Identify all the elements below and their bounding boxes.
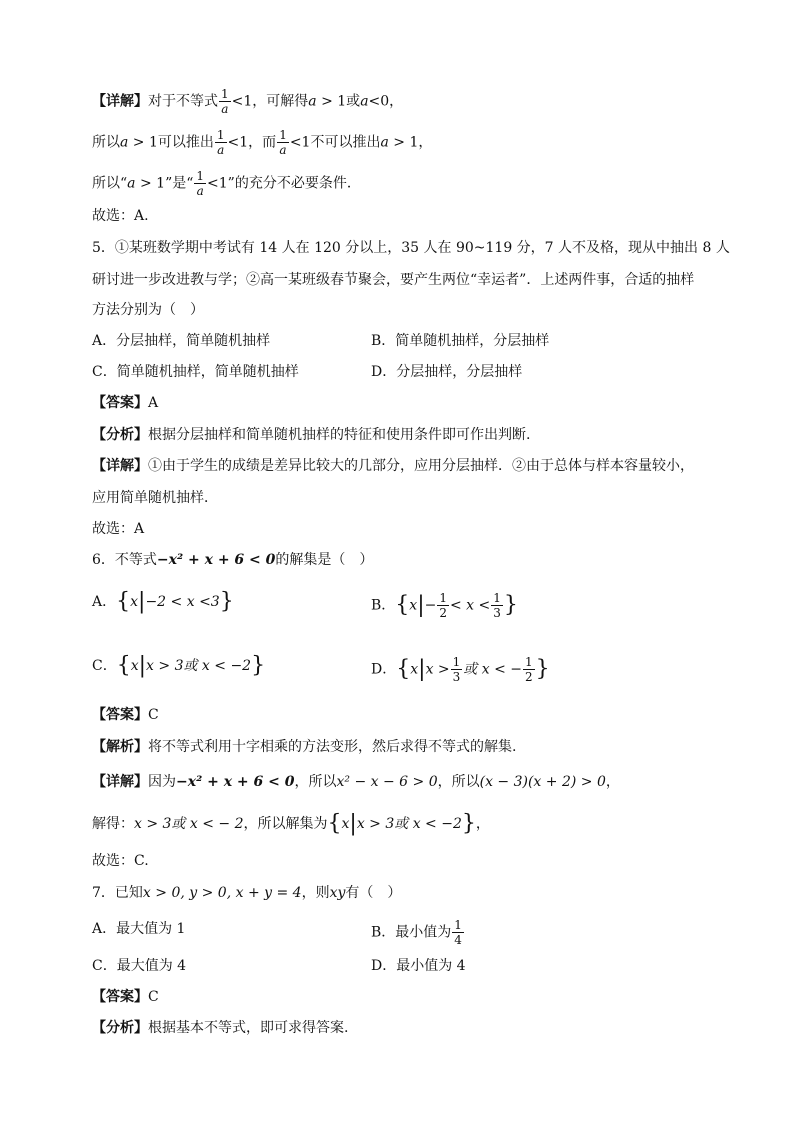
q6-answer: 【答案】C [92, 707, 159, 723]
q5-option-c: C．简单随机抽样，简单随机抽样 [92, 364, 299, 380]
fraction: $\frac{1}{a}$ [216, 128, 225, 157]
q6-analysis: 【解析】将不等式利用十字相乘的方法变形，然后求得不等式的解集. [92, 739, 517, 755]
q5-choose: 故选：A [92, 521, 145, 537]
q7-stem: 7．已知x > 0, y > 0, x + y = 4，则xy有（ ） [92, 885, 402, 901]
q5-option-b: B．简单随机抽样，分层抽样 [371, 333, 550, 349]
q6-choose: 故选：C. [92, 853, 149, 869]
q5-answer: 【答案】A [92, 395, 159, 411]
q5-stem-line-1: 5．①某班数学期中考试有 14 人在 120 分以上，35 人在 90~119 分，7 人不及格，现从中抽出 8 人 [92, 240, 730, 256]
q5-stem-line-3: 方法分别为（ ） [92, 302, 204, 318]
fraction: $\frac{1}{a}$ [196, 169, 205, 198]
q7-answer: 【答案】C [92, 989, 159, 1005]
q5-detail-2: 应用简单随机抽样． [92, 490, 218, 506]
q5-stem-line-2: 研讨进一步改进教与学；②高一某班级春节聚会，要产生两位“幸运者”．上述两件事，合适的抽样 [92, 272, 695, 288]
q7-analysis: 【分析】根据基本不等式，即可求得答案. [92, 1020, 349, 1036]
detail-line-1: 【详解】对于不等式 $\frac{1}{a}$ <1，可解得a > 1或a<0， [92, 87, 404, 116]
q5-detail-1: 【详解】①由于学生的成绩是差异比较大的几部分，应用分层抽样．②由于总体与样本容量较小， [92, 458, 694, 474]
q6-detail-2: 解得：x > 3或 x < − 2，所以解集为{x|x > 3或 x < −2}， [92, 811, 490, 836]
q5-option-d: D．分层抽样，分层抽样 [371, 364, 523, 380]
q7-option-d: D．最小值为 4 [371, 958, 466, 974]
q6-stem: 6．不等式−x² + x + 6 < 0的解集是（ ） [92, 552, 374, 568]
detail-line-2: 所以a > 1可以推出 $\frac{1}{a}$ <1，而 $\frac{1}{a}$ <1不可以推出a > 1， [92, 128, 433, 157]
q7-option-c: C．最大值为 4 [92, 958, 187, 974]
fraction: $\frac{1}{a}$ [279, 128, 287, 157]
choose-line-4: 故选：A. [92, 208, 149, 224]
detail-tag: 【详解】 [92, 93, 148, 110]
q7-option-b: B．最小值为 $\frac{1}{4}$ [371, 918, 462, 947]
q6-option-c: C．{x|x > 3或 x < −2} [92, 653, 266, 678]
q7-option-a: A．最大值为 1 [92, 921, 186, 937]
q5-analysis: 【分析】根据分层抽样和简单随机抽样的特征和使用条件即可作出判断. [92, 427, 531, 443]
q5-option-a: A．分层抽样，简单随机抽样 [92, 333, 271, 349]
q6-detail-1: 【详解】因为−x² + x + 6 < 0，所以x² − x − 6 > 0，所以(x − 3)(x + 2) > 0， [92, 774, 620, 790]
detail-line-3: 所以“a > 1”是“ $\frac{1}{a}$ <1”的充分不必要条件． [92, 169, 361, 198]
q6-option-d: D．{x|x > $\frac{1}{3}$ 或 x < − $\frac{1}{2}$ } [371, 655, 550, 684]
q6-option-a: A．{x|−2 < x <3} [92, 589, 234, 614]
fraction: $\frac{1}{a}$ [221, 87, 229, 116]
q6-option-b: B．{x|− $\frac{1}{2}$ < x < $\frac{1}{3}$ } [371, 591, 518, 620]
